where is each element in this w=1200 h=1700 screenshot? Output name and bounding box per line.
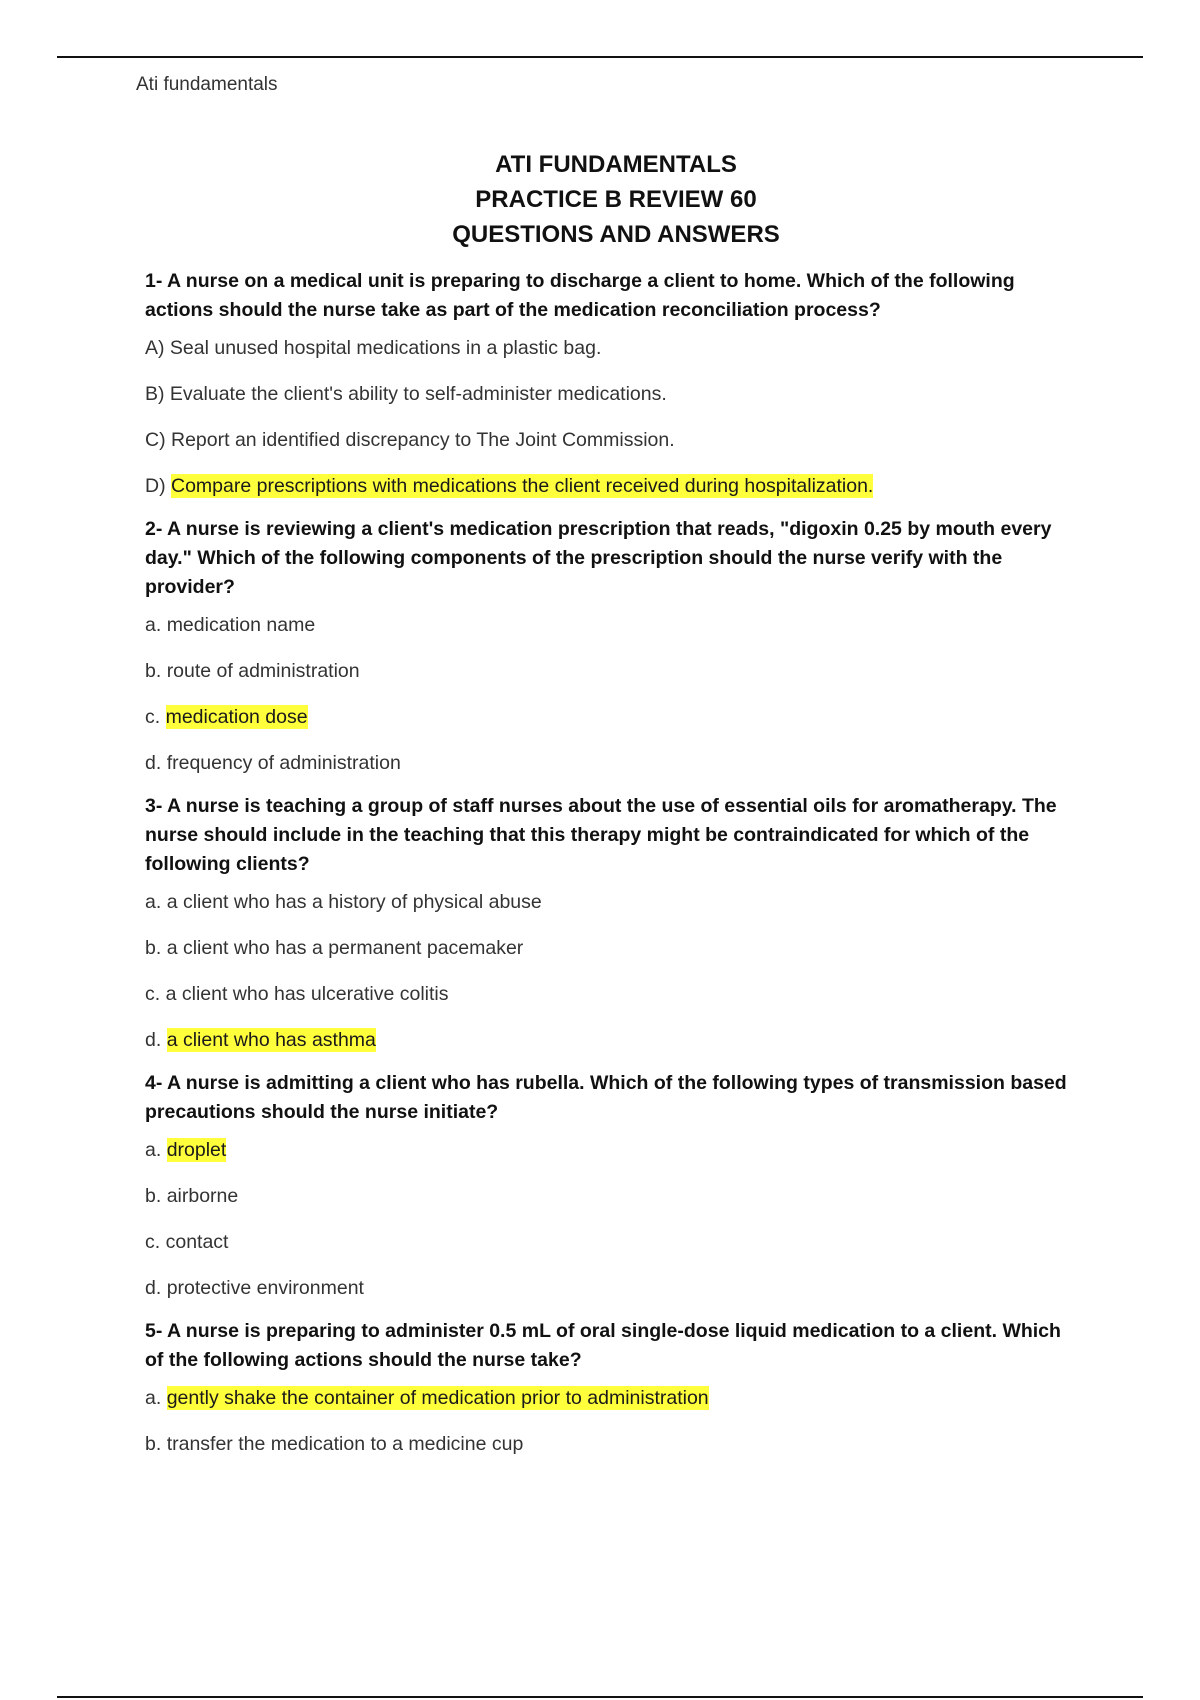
option-prefix: B) xyxy=(145,383,170,405)
option-text: a client who has a permanent pacemaker xyxy=(166,937,524,959)
question-5 xyxy=(145,1317,1075,1457)
option-prefix: d. xyxy=(145,752,167,774)
option-text: frequency of administration xyxy=(166,752,401,774)
question-2 xyxy=(145,515,1075,776)
option-text: transfer the medication to a medicine cup xyxy=(166,1433,524,1455)
option-prefix: b. xyxy=(145,660,167,682)
option-prefix: c. xyxy=(145,706,166,728)
answer-options xyxy=(145,889,1075,1053)
option-prefix: d. xyxy=(145,1277,167,1299)
answer-options xyxy=(145,1385,1075,1457)
answer-option xyxy=(145,612,1075,638)
answer-option xyxy=(145,1183,1075,1209)
option-prefix: D) xyxy=(145,475,171,497)
answer-option xyxy=(145,750,1075,776)
question-text: 1- A nurse on a medical unit is preparing to discharge a client to home. Which of the following actions should the nurse take as part of the medication reconciliation process? xyxy=(145,270,1015,321)
answer-option-correct xyxy=(145,1137,1075,1163)
option-prefix: A) xyxy=(145,337,170,359)
answer-option-correct xyxy=(145,1385,1075,1411)
option-text: a client who has ulcerative colitis xyxy=(165,983,449,1005)
answer-option-correct xyxy=(145,704,1075,730)
highlighted-answer: gently shake the container of medication prior to administration xyxy=(166,1387,709,1409)
highlighted-answer: droplet xyxy=(166,1139,227,1161)
answer-option xyxy=(145,1275,1075,1301)
option-text: protective environment xyxy=(166,1277,364,1299)
question-3 xyxy=(145,792,1075,1053)
answer-option-correct xyxy=(145,473,1075,499)
option-text: route of administration xyxy=(166,660,360,682)
highlighted-answer: a client who has asthma xyxy=(166,1029,376,1051)
option-prefix: a. xyxy=(145,891,167,913)
answer-options xyxy=(145,1137,1075,1301)
question-text: 4- A nurse is admitting a client who has rubella. Which of the following types of transmission based precautions should the nurse initiate? xyxy=(145,1072,1067,1123)
answer-option-correct xyxy=(145,1027,1075,1053)
option-prefix: d. xyxy=(145,1029,167,1051)
document-title xyxy=(0,147,1200,252)
answer-option xyxy=(145,935,1075,961)
title-line-2: PRACTICE B REVIEW 60 xyxy=(475,186,757,213)
option-prefix: a. xyxy=(145,614,167,636)
title-line-1: ATI FUNDAMENTALS xyxy=(495,151,737,178)
answer-option xyxy=(145,889,1075,915)
option-prefix: a. xyxy=(145,1387,167,1409)
running-header: Ati fundamentals xyxy=(136,74,278,95)
title-line-3: QUESTIONS AND ANSWERS xyxy=(452,221,780,248)
answer-option xyxy=(145,981,1075,1007)
option-prefix: c. xyxy=(145,1231,166,1253)
option-prefix: b. xyxy=(145,1433,167,1455)
option-text: Evaluate the client's ability to self-administer medications. xyxy=(169,383,667,405)
answer-options xyxy=(145,612,1075,776)
answer-option xyxy=(145,1229,1075,1255)
bottom-rule xyxy=(57,1696,1143,1698)
option-text: a client who has a history of physical abuse xyxy=(166,891,542,913)
question-list xyxy=(145,267,1075,1457)
highlighted-answer: medication dose xyxy=(165,706,308,728)
option-text: Seal unused hospital medications in a plastic bag. xyxy=(169,337,602,359)
option-prefix: b. xyxy=(145,937,167,959)
question-4 xyxy=(145,1069,1075,1301)
answer-option xyxy=(145,427,1075,453)
top-rule xyxy=(57,56,1143,58)
option-prefix: c. xyxy=(145,983,166,1005)
answer-options xyxy=(145,335,1075,499)
option-prefix: b. xyxy=(145,1185,167,1207)
question-text: 5- A nurse is preparing to administer 0.5 mL of oral single-dose liquid medication to a client. Which of the following actions should the nurse take? xyxy=(145,1320,1061,1371)
option-prefix: a. xyxy=(145,1139,167,1161)
question-1 xyxy=(145,267,1075,499)
answer-option xyxy=(145,381,1075,407)
option-text: Report an identified discrepancy to The Joint Commission. xyxy=(171,429,675,451)
option-text: medication name xyxy=(166,614,316,636)
highlighted-answer: Compare prescriptions with medications the client received during hospitalization. xyxy=(171,475,874,497)
question-text: 2- A nurse is reviewing a client's medication prescription that reads, "digoxin 0.25 by mouth every day." Which of the following components of the prescription should the nurse verify with the provider? xyxy=(145,518,1052,598)
answer-option xyxy=(145,658,1075,684)
option-text: contact xyxy=(165,1231,229,1253)
question-text: 3- A nurse is teaching a group of staff nurses about the use of essential oils for aromatherapy. The nurse should include in the teaching that this therapy might be contraindicated for which of the following clients? xyxy=(145,795,1057,875)
option-text: airborne xyxy=(166,1185,239,1207)
option-prefix: C) xyxy=(145,429,171,451)
answer-option xyxy=(145,1431,1075,1457)
answer-option xyxy=(145,335,1075,361)
